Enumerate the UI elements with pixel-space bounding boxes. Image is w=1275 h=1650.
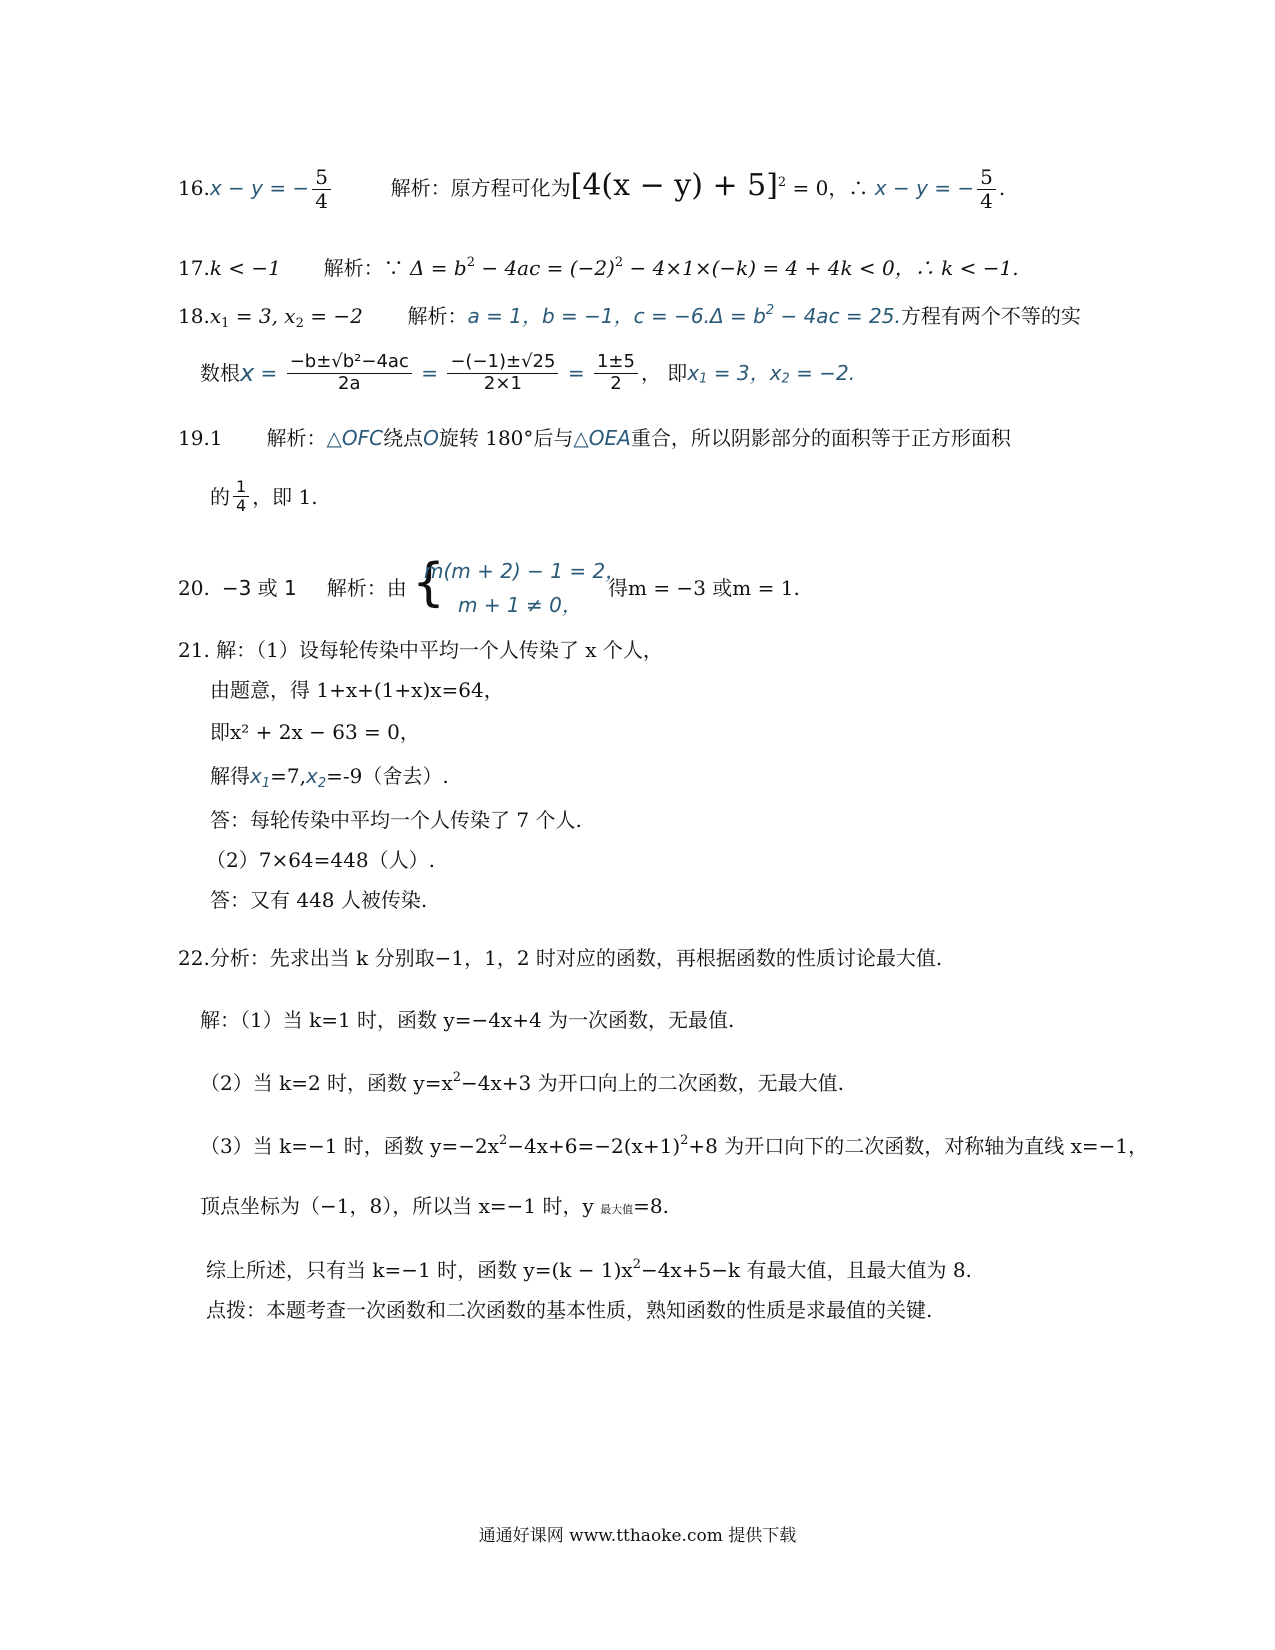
q21-line1: 21. 解：（1）设每轮传染中平均一个人传染了 x 个人， [178,638,663,662]
q18-fraction-1: $\frac{\text{−b±√b²−4ac}}{2a}$ [287,352,412,394]
q22-tip: 点拨：本题考查一次函数和二次函数的基本性质，熟知函数的性质是求最值的关键. [206,1298,933,1322]
q20-line: 20. −3 或 1 解析：由 [178,576,407,600]
q19-line1: 19.1 解析：△OFC绕点O旋转 180°后与△OEA重合，所以阴影部分的面积等于正方形面积 [178,426,1011,450]
q18-fraction-2: $\frac{-(-1)\pm√25}{2\times 1}$ [447,352,558,394]
q22-summary: 综上所述，只有当 k=−1 时，函数 $y=(k - 1)x^2-4x+5-k$ 有最大值，且最大值为 8. [206,1257,972,1282]
q22-analysis: 22.分析：先求出当 k 分别取−1，1，2 时对应的函数，再根据函数的性质讨论最大值. [178,946,943,970]
q21-line3: 即x² + 2x − 63 = 0， [210,720,420,744]
q18-line1: $18.x_1 = 3$, $x_2 = -2$ 解析：a = 1，b = −1，$c = -6.\Delta = b^2 - 4ac = 25$.方程有两个不等的实 [178,303,1081,331]
q22-vertex: 顶点坐标为（−1，8），所以当 x=−1 时，y 最大值=8. [200,1194,669,1218]
q21-line7: 答：又有 448 人被传染. [210,888,428,912]
q20-result: 得m = −3 或m = 1. [608,576,800,600]
q21-line2: 由题意，得 1+x+(1+x)x=64， [210,678,504,702]
q22-case2: （2）当 k=2 时，函数 $y=x^2-4x+3$ 为开口向上的二次函数，无最大值. [200,1070,844,1095]
q16-label: 解析： [390,176,451,200]
q16-answer: x − y = − [209,176,310,200]
q22-case3: （3）当 k=−1 时，函数 $y=-2x^2-4x+6=-2(x+1)^2+8$ 为开口向下的二次函数，对称轴为直线 x=−1， [200,1133,1149,1158]
q18-line2: 数根x = $\frac{\text{−b±√b²−4ac}}{2a}$ = $\frac{-(-1)\pm√25}{2\times 1}$ = $\frac{1\pm 5}{2}$ ， 即$x_1 = 3$，$x_2 = -2$. [200,351,856,394]
q21-line6: （2）7×64=448（人）. [206,848,435,872]
q22-case1: 解：（1）当 k=1 时，函数 y=−4x+4 为一次函数，无最值. [200,1008,735,1032]
q19-line2: 的 $\frac{1}{4}$ ，即 1. [210,477,318,516]
q17-line: 17.k < −1 解析：∵ $\Delta = b^2 - 4ac = (-2)^2 - 4\times 1\times(-k) = 4 + 4k < 0$，∴ k < −1. [178,255,1019,280]
page-footer: 通通好课网 www.tthaoke.com 提供下载 [478,1526,797,1546]
q20-system-eq1: m(m + 2) − 1 = 2， [424,559,626,583]
q20-system-eq2: m + 1 ≠ 0， [458,593,582,617]
q18-fraction-3: $\frac{1\pm 5}{2}$ [594,352,638,394]
q20-brace: { [412,553,446,613]
q16-number: 16. [178,176,210,200]
q17-answer: k < −1 [209,256,281,280]
q16-line: 16.x − y = − $\frac{5}{4}$ 解析：原方程可化为$[4(x - y) + 5]^2 = 0$，∴ x − y = − $\frac{5}{4}$ . [178,165,1006,213]
q21-line5: 答：每轮传染中平均一个人传染了 7 个人. [210,808,582,832]
q21-line4: 解得$x_1=7,x_2=-9$（舍去）. [210,764,449,791]
q16-fraction: $\frac{5}{4}$ [312,166,331,213]
